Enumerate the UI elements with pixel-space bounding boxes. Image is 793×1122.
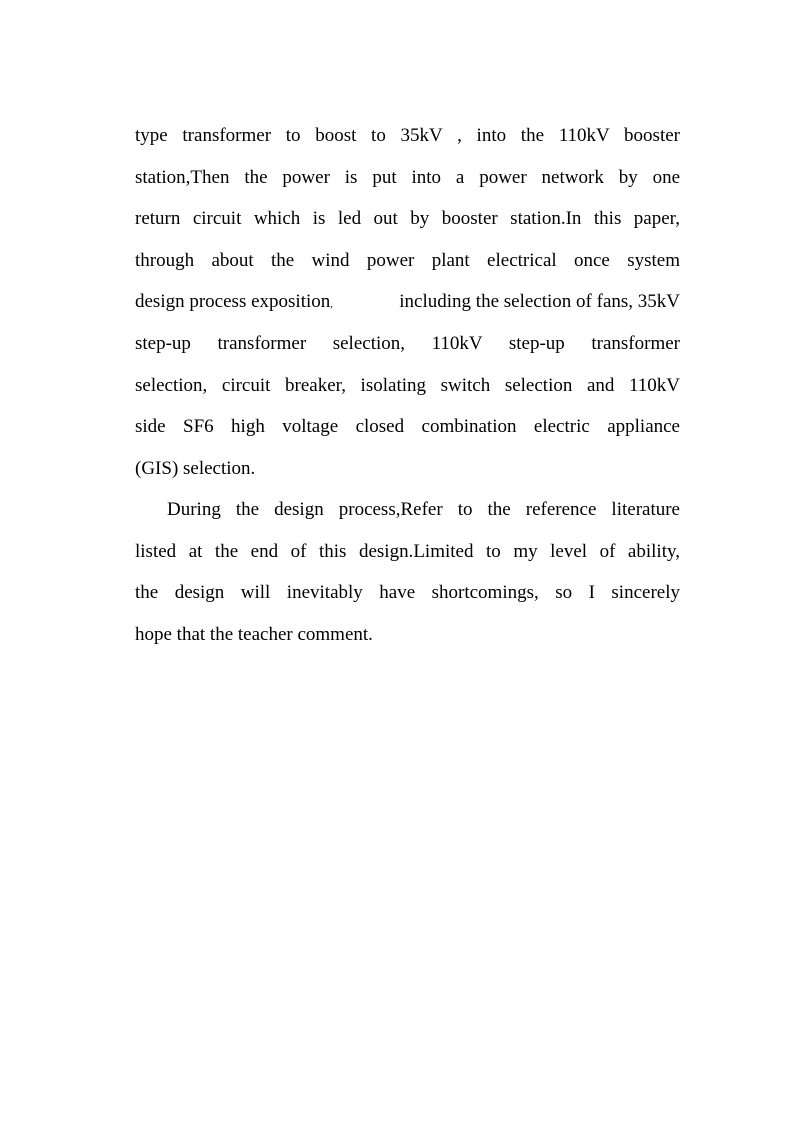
fullwidth-comma: , xyxy=(330,299,333,311)
text-line: During the design process,Refer to the reference literature xyxy=(167,499,680,520)
paragraph-2 xyxy=(135,494,680,660)
text-segment: including the selection of fans, 35kV xyxy=(399,291,680,313)
text-line xyxy=(135,286,680,328)
text-line: listed at the end of this design.Limited to my level of ability, xyxy=(135,540,680,562)
paragraph-1 xyxy=(135,120,680,494)
text-line: step-up transformer selection, 110kV step-up transformer xyxy=(135,332,680,354)
text-line: side SF6 high voltage closed combination electric appliance xyxy=(135,416,680,438)
text-line: return circuit which is led out by booster station.In this paper, xyxy=(135,208,680,230)
text-line: the design will inevitably have shortcomings, so I sincerely xyxy=(135,582,680,604)
text-line: through about the wind power plant electrical once system xyxy=(135,249,680,271)
text-line: type transformer to boost to 35kV , into the 110kV booster xyxy=(135,125,680,146)
text-line: selection, circuit breaker, isolating switch selection and 110kV xyxy=(135,374,680,396)
text-line: (GIS) selection. xyxy=(135,457,256,479)
text-line: station,Then the power is put into a power network by one xyxy=(135,166,680,188)
text-line: hope that the teacher comment. xyxy=(135,623,373,645)
text-segment-part: design process exposition xyxy=(135,291,331,313)
text-segment xyxy=(135,286,333,328)
